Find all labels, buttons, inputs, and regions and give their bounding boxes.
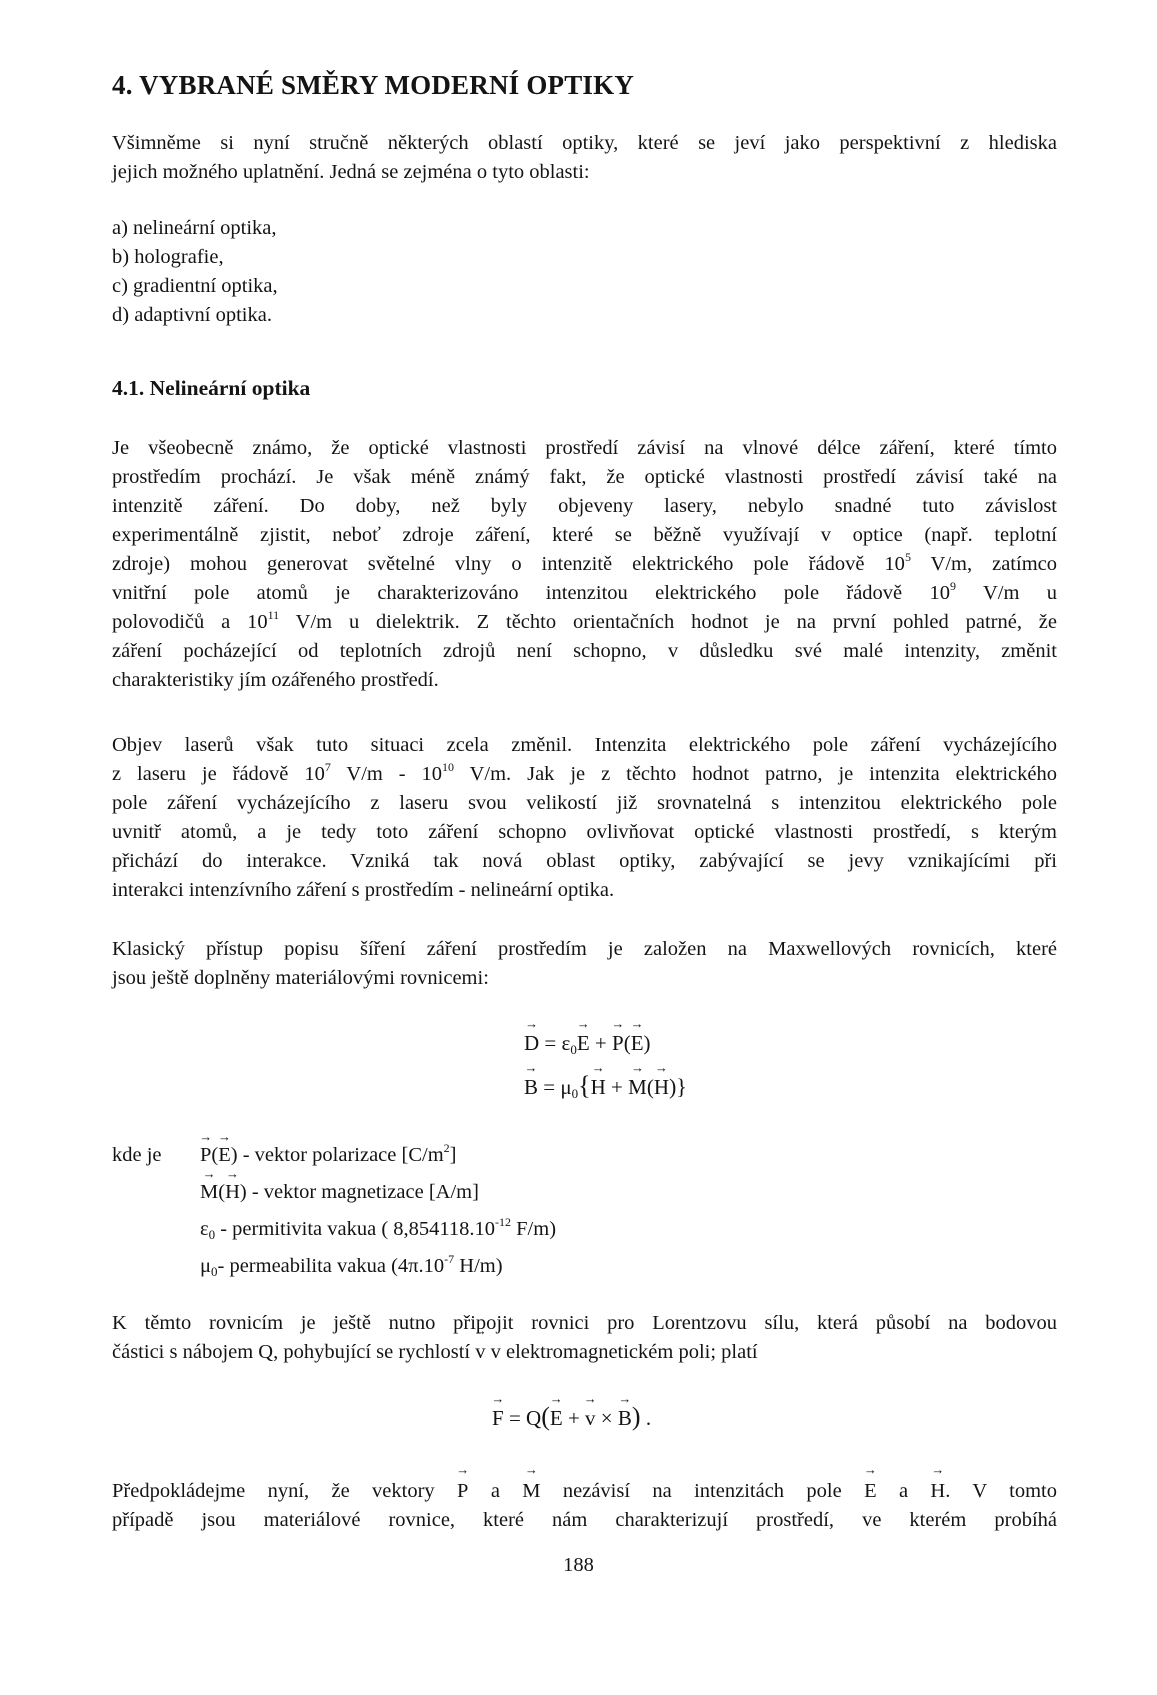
definition-permeability: $\mu_0-$ permeabilita vakua ($4\pi.10^{-7}$ H/m)	[200, 1252, 503, 1279]
section-heading: 4.1. Nelineární optika	[112, 376, 311, 400]
text-line: vnitřní pole atomů je charakterizováno intenzitou elektrického pole řádově $10^9$ V/m u	[112, 579, 1057, 604]
text-line: záření pocházející od teplotních zdrojů není schopno, v důsledku své malé intenzity, změnit	[112, 640, 1057, 662]
text-line: jejich možného uplatnění. Jedná se zejména o tyto oblasti:	[112, 161, 590, 183]
text-line: intenzitě záření. Do doby, než byly objeveny lasery, nebylo snadné tuto závislost	[112, 495, 1057, 517]
text-line: případě jsou materiálové rovnice, které nám charakterizují prostředí, ve kterém probíhá	[112, 1509, 1057, 1531]
paragraph-nonlinear-intro	[112, 434, 1057, 695]
list-item: b) holografie,	[112, 246, 224, 268]
paragraph-maxwell	[112, 935, 1057, 993]
text-line: přichází do interakce. Vzniká tak nová oblast optiky, zabývající se jevy vznikajícími při	[112, 850, 1057, 872]
text-line: jsou ještě doplněny materiálovými rovnicemi:	[112, 967, 489, 989]
text-line: zdroje) mohou generovat světelné vlny o intenzitě elektrického pole řádově $10^5$ V/m, zatímco	[112, 550, 1057, 575]
list-item: d) adaptivní optika.	[112, 304, 272, 326]
list-item: c) gradientní optika,	[112, 275, 278, 297]
text-line: charakteristiky jím ozářeného prostředí.	[112, 669, 439, 691]
text-line: Je všeobecně známo, že optické vlastnosti prostředí závisí na vlnové délce záření, které tímto	[112, 437, 1057, 459]
paragraph-lorentz	[112, 1309, 1057, 1367]
definition-magnetization: → M(→ H) - vektor magnetizace [A/m]	[200, 1181, 479, 1204]
text-line: Předpokládejme nyní, že vektory → P a → M nezávisí na intenzitách pole → E a → H. V tomto	[112, 1477, 1057, 1506]
text-line: Objev laserů však tuto situaci zcela změnil. Intenzita elektrického pole záření vycházejícího	[112, 734, 1057, 756]
text-line: prostředím prochází. Je však méně známý fakt, že optické vlastnosti prostředí závisí také na	[112, 466, 1057, 488]
paragraph-assumption	[112, 1477, 1057, 1535]
text-line: částici s nábojem Q, pohybující se rychlostí → v v elektromagnetickém poli; platí	[112, 1338, 1057, 1367]
page-number: 188	[563, 1554, 594, 1576]
text-line: experimentálně zjistit, neboť zdroje záření, které se běžně využívají v optice (např. teplotní	[112, 524, 1057, 546]
equation-lorentz-force: → F = Q(→ E + → v × → B) .	[492, 1402, 651, 1432]
definitions-label: kde je	[112, 1144, 162, 1166]
text-line: K těmto rovnicím je ještě nutno připojit rovnici pro Lorentzovu sílu, která působí na bodovou	[112, 1312, 1057, 1334]
paragraph-lasers	[112, 731, 1057, 905]
topic-list	[112, 214, 278, 330]
text-line: interakci intenzívního záření s prostředím - nelineární optika.	[112, 879, 615, 901]
text-line: Klasický přístup popisu šíření záření prostředím je založen na Maxwellových rovnicích, které	[112, 938, 1057, 960]
list-item: a) nelineární optika,	[112, 217, 277, 239]
definition-polarization: → P(→ E) - vektor polarizace $[C/m^2]$	[200, 1144, 456, 1167]
intro-paragraph	[112, 129, 1057, 187]
definition-permittivity: $\varepsilon_0$ - permitivita vakua ( $8,854118.10^{-12}$ F/m)	[200, 1215, 557, 1242]
text-line: Všimněme si nyní stručně některých oblastí optiky, které se jeví jako perspektivní z hlediska	[112, 132, 1057, 154]
text-line: polovodičů a $10^{11}$ V/m u dielektrik. Z těchto orientačních hodnot je na první pohled patrné, že	[112, 608, 1058, 633]
text-line: pole záření vycházejícího z laseru svou velikostí již srovnatelná s intenzitou elektrického pole	[112, 792, 1057, 814]
equation-displacement: → $D = \varepsilon_0\to E$ + → P(→ E)	[524, 1031, 651, 1056]
chapter-title: 4. VYBRANÉ SMĚRY MODERNÍ OPTIKY	[112, 70, 635, 100]
text-line: uvnitř atomů, a je tedy toto záření schopno ovlivňovat optické vlastnosti prostředí, s kterým	[112, 821, 1057, 843]
text-line: z laseru je řádově $10^7$ $V/m - 10^{10}$ V/m. Jak je z těchto hodnot patrno, je intenzita elektrického	[112, 760, 1057, 785]
equation-induction: → $B = \mu_0\{\to H$ + → M(→ H)}	[524, 1071, 687, 1101]
